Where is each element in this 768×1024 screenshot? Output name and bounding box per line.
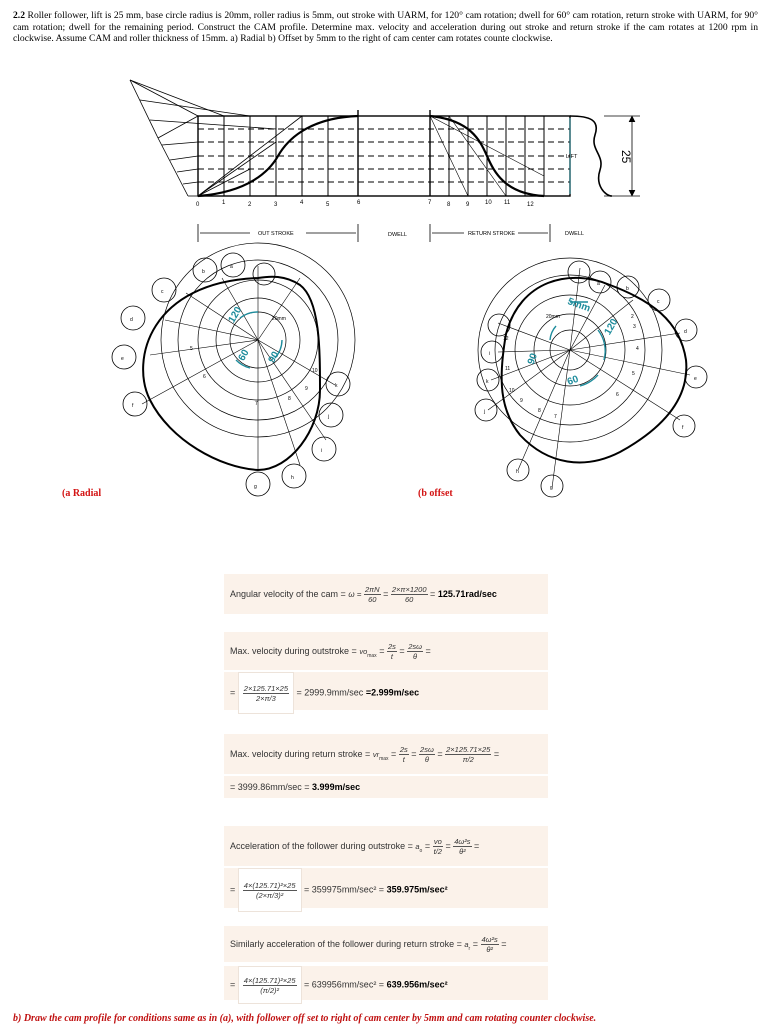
lift-label: LIFT xyxy=(566,154,578,160)
offset-point-label: 11 xyxy=(505,366,511,372)
offset-point-label: 5 xyxy=(632,371,635,377)
tick-label: 10 xyxy=(485,200,492,206)
offset-caption: (b offset xyxy=(418,488,453,499)
offset-roller-label: c xyxy=(657,299,660,305)
radial-point-label: 7 xyxy=(255,401,258,407)
offset-point-label: 7 xyxy=(554,414,557,420)
tick-label: 12 xyxy=(527,202,534,208)
radial-roller-label: e xyxy=(121,356,124,362)
radial-roller-label: b xyxy=(202,269,205,275)
radial-point-label: 8 xyxy=(288,396,291,402)
radial-point-label: 10 xyxy=(312,368,318,374)
cam-profile-radial xyxy=(112,243,355,496)
radial-point-label: 6 xyxy=(203,374,206,380)
offset-base-label: 20mm xyxy=(546,314,560,320)
offset-rays xyxy=(488,268,690,488)
offset-point-label: 8 xyxy=(538,408,541,414)
offset-roller-label: a xyxy=(597,281,600,287)
acc-return-row: Similarly acceleration of the follower during return stroke = $a_r$ = $\frac{\text{4ω²s}}{\text{θ²}}$ = xyxy=(224,926,548,962)
offset-point-label: 3 xyxy=(633,324,636,330)
lift-divisions xyxy=(198,129,570,182)
offset-roller-label: e xyxy=(694,376,697,382)
radial-angle-label: 120 xyxy=(226,305,245,325)
tick-label: 4 xyxy=(300,200,304,206)
radial-rollers xyxy=(112,253,350,496)
acc-out-row: Acceleration of the follower during outstroke = $a_o$ = $\frac{vo}{t/2}$ = $\frac{\text{4ω²s}}{\text{θ²}}$ = xyxy=(224,826,548,866)
radial-roller-label: h xyxy=(291,475,294,481)
offset-point-label: 9 xyxy=(520,398,523,404)
offset-roller-label: j xyxy=(484,409,486,415)
lift-value: 25 xyxy=(619,150,633,164)
displacement-diagram xyxy=(130,80,640,196)
angular-velocity-row: Angular velocity of the cam = ω = $\frac{2\pi N}{60}$ = $\frac{2\times\pi\times 1200}{60}$ = 125.71rad/sec xyxy=(224,574,548,614)
offset-point-label: 12 xyxy=(503,336,509,342)
tick-label: 7 xyxy=(428,200,432,206)
offset-point-label: 10 xyxy=(509,388,515,394)
radial-roller-label: i xyxy=(321,448,323,454)
radial-roller-label: k xyxy=(335,383,338,389)
radial-point-label: 9 xyxy=(305,386,308,392)
offset-roller-label: h xyxy=(516,469,519,475)
problem-text: Roller follower, lift is 25 mm, base circle radius is 20mm, roller radius is 5mm, out stroke with UARM, for 120° cam rotation; dwell for 60° cam rotation, return stroke with UARM, for 90° cam rotation; dwell for the remaining period. Construct the CAM profile. Determine max. velocity and acceleration during out stroke and return stroke if the cam rotates at 1200 rpm in clockwise. Assume CAM and roller thickness of 15mm. a) Radial b) Offset by 5mm to the right of cam center cam rotates counte clockwise. xyxy=(13,10,758,45)
offset-roller-label: g xyxy=(550,485,553,491)
part-b-heading: b) Draw the cam profile for conditions same as in (a), with follower off set to right of cam center by 5mm and cam rotating counter clockwise. xyxy=(13,1013,597,1024)
dwell-label: DWELL xyxy=(565,231,584,237)
vmax-out-value-row: = $\frac{2\times 125.71\times 25}{2\times\pi/3}$ = 2999.9mm/sec =2.999m/sec xyxy=(224,672,548,710)
radial-angle-label: 90 xyxy=(266,349,282,365)
tick-label: 11 xyxy=(504,200,511,206)
offset-angle-label: 60 xyxy=(565,373,581,388)
out-stroke-label: OUT STROKE xyxy=(258,231,294,237)
offset-roller-label: f xyxy=(682,425,684,431)
radial-cam-profile xyxy=(143,277,323,470)
radial-base-label: 20mm xyxy=(272,316,286,322)
offset-angle-label: 120 xyxy=(602,317,621,337)
radial-roller-label: a xyxy=(230,264,233,270)
angular-velocity-result: 125.71rad/sec xyxy=(437,589,497,599)
solution-panel xyxy=(224,570,548,1002)
offset-angle-label: 90 xyxy=(525,351,541,367)
vmax-return-value-row: = 3999.86mm/sec = 3.999m/sec xyxy=(224,776,548,798)
acc-return-value-row: = $\frac{\text{4×(125.71)²×25}}{\text{(π/2)²}}$ = 639956mm/sec² = 639.956m/sec² xyxy=(224,966,548,1000)
tick-label: 1 xyxy=(222,200,226,206)
tick-label: 6 xyxy=(357,200,361,206)
radial-point-label: 5 xyxy=(190,346,193,352)
vmax-out-row: Max. velocity during outstroke = $vo_{max}$ = $\frac{2s}{t}$ = $\frac{2s\omega}{\theta}$ = xyxy=(224,632,548,670)
radial-roller-label: c xyxy=(161,289,164,295)
acc-out-value-row: = $\frac{\text{4×(125.71)²×25}}{\text{(2×π/3)²}}$ = 359975mm/sec² = 359.975m/sec² xyxy=(224,868,548,908)
angle-divisions xyxy=(224,110,544,196)
offset-roller-label: b xyxy=(626,286,629,292)
tick-label: 9 xyxy=(466,202,470,208)
return-stroke-label: RETURN STROKE xyxy=(468,231,516,237)
offset-point-label: 6 xyxy=(616,392,619,398)
diagram-ticks xyxy=(196,200,534,208)
tick-label: 8 xyxy=(447,202,451,208)
offset-roller-label: i xyxy=(489,351,491,357)
cam-profile-offset xyxy=(475,258,707,497)
vmax-return-row: Max. velocity during return stroke = $vr_{max}$ = $\frac{2s}{t}$ = $\frac{2s\omega}{\theta}$ = $\frac{2\times 125.71\times 25}{\pi/2}$ = xyxy=(224,734,548,774)
offset-point-label: 4 xyxy=(636,346,639,352)
offset-angle-label: 5mm xyxy=(565,296,592,315)
dwell-label: DWELL xyxy=(388,232,407,238)
tick-label: 0 xyxy=(196,202,200,208)
offset-point-label: 2 xyxy=(631,314,634,320)
radial-caption: (a Radial xyxy=(62,488,102,499)
radial-roller-label: j xyxy=(328,414,330,420)
tick-label: 3 xyxy=(274,202,278,208)
offset-roller-label: k xyxy=(486,379,489,385)
tick-label: 2 xyxy=(248,202,252,208)
radial-roller-label: d xyxy=(130,317,133,323)
radial-angle-label: 60 xyxy=(236,347,252,363)
problem-number: 2.2 xyxy=(13,10,25,21)
tick-label: 5 xyxy=(326,202,330,208)
radial-roller-label: f xyxy=(132,403,134,409)
radial-roller-label: g xyxy=(254,484,257,490)
offset-roller-label: d xyxy=(684,329,687,335)
